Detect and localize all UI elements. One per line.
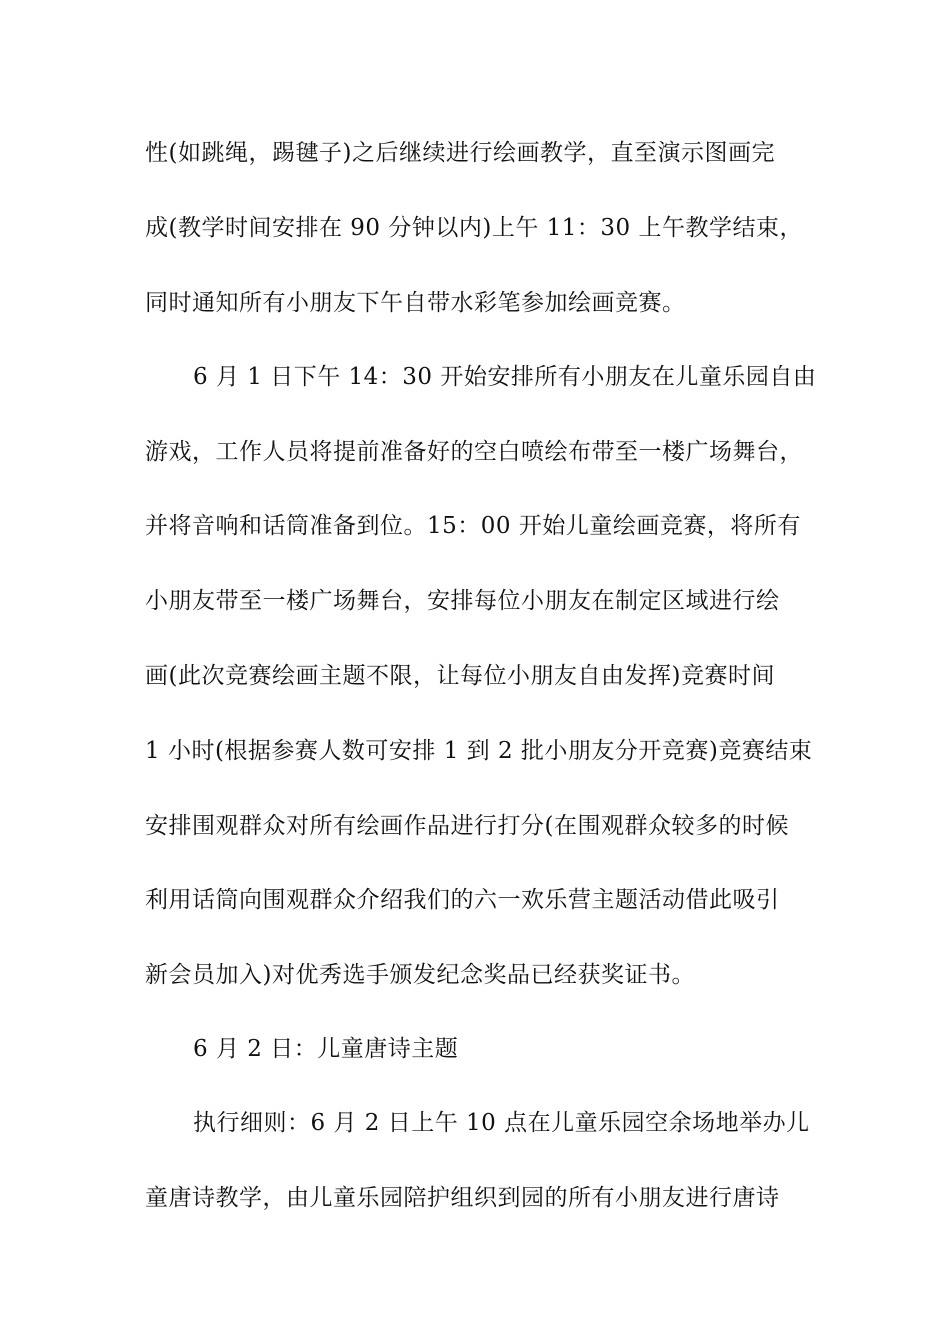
text-line: 游戏，工作人员将提前准备好的空白喷绘布带至一楼广场舞台， bbox=[145, 439, 803, 465]
text-line: 1 小时(根据参赛人数可安排 1 到 2 批小朋友分开竞赛)竞赛结束 bbox=[145, 738, 813, 764]
paragraph-first-line: 6 月 1 日下午 14：30 开始安排所有小朋友在儿童乐园自由 bbox=[193, 364, 817, 390]
paragraph-first-line: 执行细则：6 月 2 日上午 10 点在儿童乐园空余场地举办儿 bbox=[193, 1110, 810, 1136]
text-line: 童唐诗教学，由儿童乐园陪护组织到园的所有小朋友进行唐诗 bbox=[145, 1185, 780, 1211]
section-heading: 6 月 2 日：儿童唐诗主题 bbox=[193, 1036, 459, 1062]
text-line: 新会员加入)对优秀选手颁发纪念奖品已经获奖证书。 bbox=[145, 962, 695, 988]
text-line: 利用话筒向围观群众介绍我们的六一欢乐营主题活动借此吸引 bbox=[145, 887, 780, 913]
text-line: 小朋友带至一楼广场舞台，安排每位小朋友在制定区域进行绘 bbox=[145, 588, 780, 614]
text-line: 并将音响和话筒准备到位。15：00 开始儿童绘画竞赛，将所有 bbox=[145, 513, 801, 539]
text-line: 安排围观群众对所有绘画作品进行打分(在围观群众较多的时候 bbox=[145, 813, 789, 839]
text-line: 同时通知所有小朋友下午自带水彩笔参加绘画竞赛。 bbox=[145, 290, 686, 316]
text-line: 性(如跳绳，踢毽子)之后继续进行绘画教学，直至演示图画完 bbox=[145, 140, 775, 166]
text-line: 画(此次竞赛绘画主题不限，让每位小朋友自由发挥)竞赛时间 bbox=[145, 663, 775, 689]
text-line: 成(教学时间安排在 90 分钟以内)上午 11：30 上午教学结束， bbox=[145, 215, 803, 241]
